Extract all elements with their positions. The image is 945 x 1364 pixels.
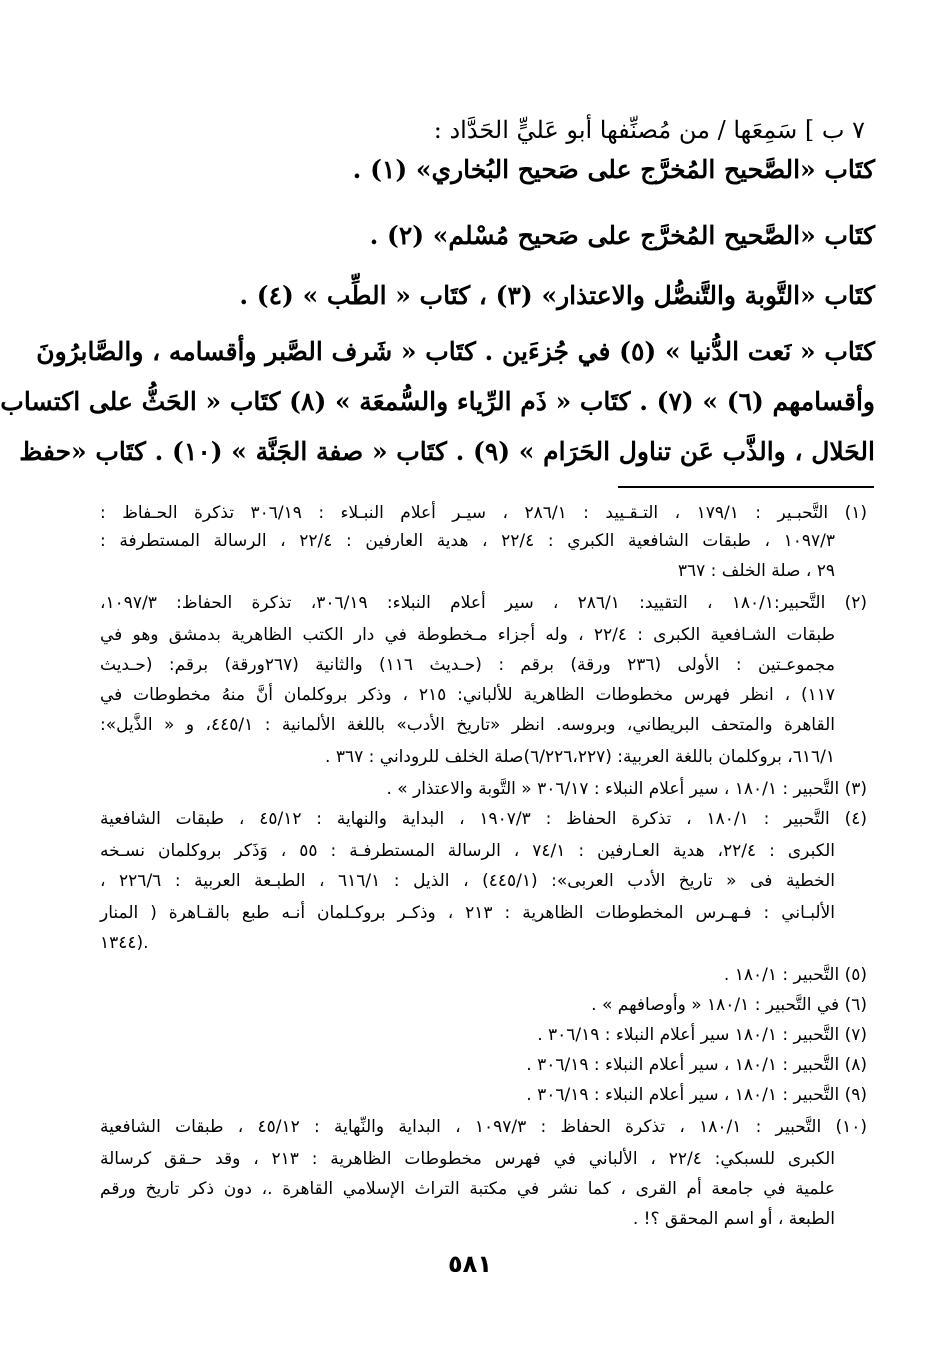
footnote-line: مجموعـتين : الأولى (٢٣٦ ورقة) برقم : (حـديث ١١٦) والثانية (٢٦٧ورقة) برقم: (حـديث: [100, 655, 835, 675]
footnote-line: (٣) التَّحبير : ١٨٠/١ ، سير أعلام النبلاء : ٣٠٦/١٧ « التَّوبة والاعتذار » .: [386, 779, 867, 799]
footnote-line: ١٠٩٧/٣ ، طبقات الشافعية الكبري : ٢٢/٤ ، هدية العارفين : ٢٢/٤ ، الرسالة المستطرفة :: [100, 531, 835, 551]
footnote-line: (٨) التَّحبير : ١٨٠/١ ، سير أعلام النبلاء : ٣٠٦/١٩ .: [526, 1055, 867, 1075]
footnote-line: القاهرة والمتحف البريطاني، وبروسه. انظر «تاريخ الأدب» باللغة الألمانية : ٤٤٥/١، و « الذَّيل»:: [100, 715, 835, 735]
footnote-line: الكبرى : ٢٢/٤، هدية العـارفين : ٧٤/١ ، الرسالة المستطرفـة : ٥٥ ، وَذَكر بروكلمان نسـخه: [100, 841, 835, 861]
footnote-line: (٩) التَّحبير : ١٨٠/١ ، سير أعلام النبلاء : ٣٠٦/١٩ .: [526, 1085, 867, 1105]
footnote-separator: [618, 486, 874, 488]
footnote-line: الألبـاني : فـهـرس المخطوطات الظاهرية : ٢١٣ ، وذكـر بروكـلمان أنـه طبع بالقـاهرة ( المنار: [100, 903, 835, 923]
footnote-line: ٦١٦/١، بروكلمان باللغة العربية: (٦/٢٢٦،٢٢٧)صلة الخلف للروداني : ٣٦٧ .: [325, 747, 835, 767]
footnote-line: (٥) التَّحبير : ١٨٠/١ .: [723, 965, 867, 985]
footnote-line: الكبرى للسبكي: ٢٢/٤ ، الألباني في فهرس مخطوطات الظاهرية : ٢١٣ ، وقد حـقق كرسالة: [100, 1149, 835, 1169]
main-text-line: الحَلال ، والذَّب عَن تناول الحَرَام » (٩) . كتَاب « صفة الجَنَّة » (١٠) . كتَاب «حفظ: [19, 437, 875, 466]
footnote-line: طبقات الشـافعية الكبرى : ٢٢/٤ ، وله أجزاء مـخطوطة في دار الكتب الظاهرية بدمشق وهو في: [100, 625, 835, 645]
footnote-line: (٢) التَّحبير:١٨٠/١ ، التقييد: ٢٨٦/١ ، سير أعلام النبلاء: ٣٠٦/١٩، تذكرة الحفاظ: ١٠٩٧/٣،: [100, 593, 867, 613]
main-text-line: ٧ ب ] سَمِعَها / من مُصنِّفها أبو عَليٍّ الحَدَّاد :: [433, 116, 865, 144]
footnote-line: (١) التَّحبـير : ١٧٩/١ ، التـقـييد : ٢٨٦/١ ، سيـر أعلام النبـلاء : ٣٠٦/١٩ تذكرة الحـفاظ :: [100, 503, 868, 523]
main-text-line: كتَاب «الصَّحيح المُخرَّج على صَحيح البُخاري» (١) .: [352, 155, 875, 184]
footnote-line: ١١٧) ، انظر فهرس مخطوطات الظاهرية للألباني: ٢١٥ ، وذكر بروكلمان أنَّ منهُ مخطوطات في: [100, 685, 835, 705]
page-number: ٥٨١: [448, 1250, 492, 1278]
main-text-line: وأقسامهم (٦) » (٧) . كتَاب « ذَم الرِّياء والسُّمعَة » (٨) كتَاب « الحَثُّ على اكتساب: [0, 387, 875, 416]
footnote-line: ١٣٤٤).: [100, 933, 149, 953]
footnote-line: (٦) في التَّحبير : ١٨٠/١ « وأوصافهم » .: [591, 995, 867, 1015]
main-text-line: كتَاب «التَّوبة والتَّنصُّل والاعتذار» (٣) ، كتَاب « الطِّب » (٤) .: [239, 281, 875, 310]
footnote-line: (٤) التَّحبير : ١٨٠/١ ، تذكرة الحفاظ : ١٩٠٧/٣ ، البداية والنهاية : ٤٥/١٢ ، طبقات الشافعية: [100, 809, 867, 829]
main-text-line: كتَاب «الصَّحيح المُخرَّج على صَحيح مُسْلم» (٢) .: [369, 221, 875, 250]
footnote-line: الخطية فى « تاريخ الأدب العربى»: (٤٤٥/١) ، الذيل : ٦١٦/١ ، الطبـعة العربية : ٢٢٦/٦ ،: [100, 871, 836, 891]
footnote-line: (٧) التَّحبير : ١٨٠/١ سير أعلام النبلاء : ٣٠٦/١٩ .: [537, 1025, 867, 1045]
footnote-line: الطبعة ، أو اسم المحقق ؟! .: [632, 1209, 835, 1229]
footnote-line: (١٠) التَّحبير : ١٨٠/١ ، تذكرة الحفاظ : ١٠٩٧/٣ ، البداية والنِّهاية : ٤٥/١٢ ، طبقات الشافعية: [100, 1117, 867, 1137]
footnote-line: علمية في جامعة أم القرى ، كما نشر في مكتبة التراث الإسلامي القاهرة .، دون ذكر تاريخ ورقم: [100, 1179, 835, 1199]
main-text-line: كتَاب « نَعت الدُّنيا » (٥) في جُزءَين . كتَاب « شَرف الصَّبر وأقسامه ، والصَّابرُونَ: [36, 337, 875, 366]
footnote-line: ٢٩ ، صلة الخلف : ٣٦٧: [677, 561, 835, 581]
